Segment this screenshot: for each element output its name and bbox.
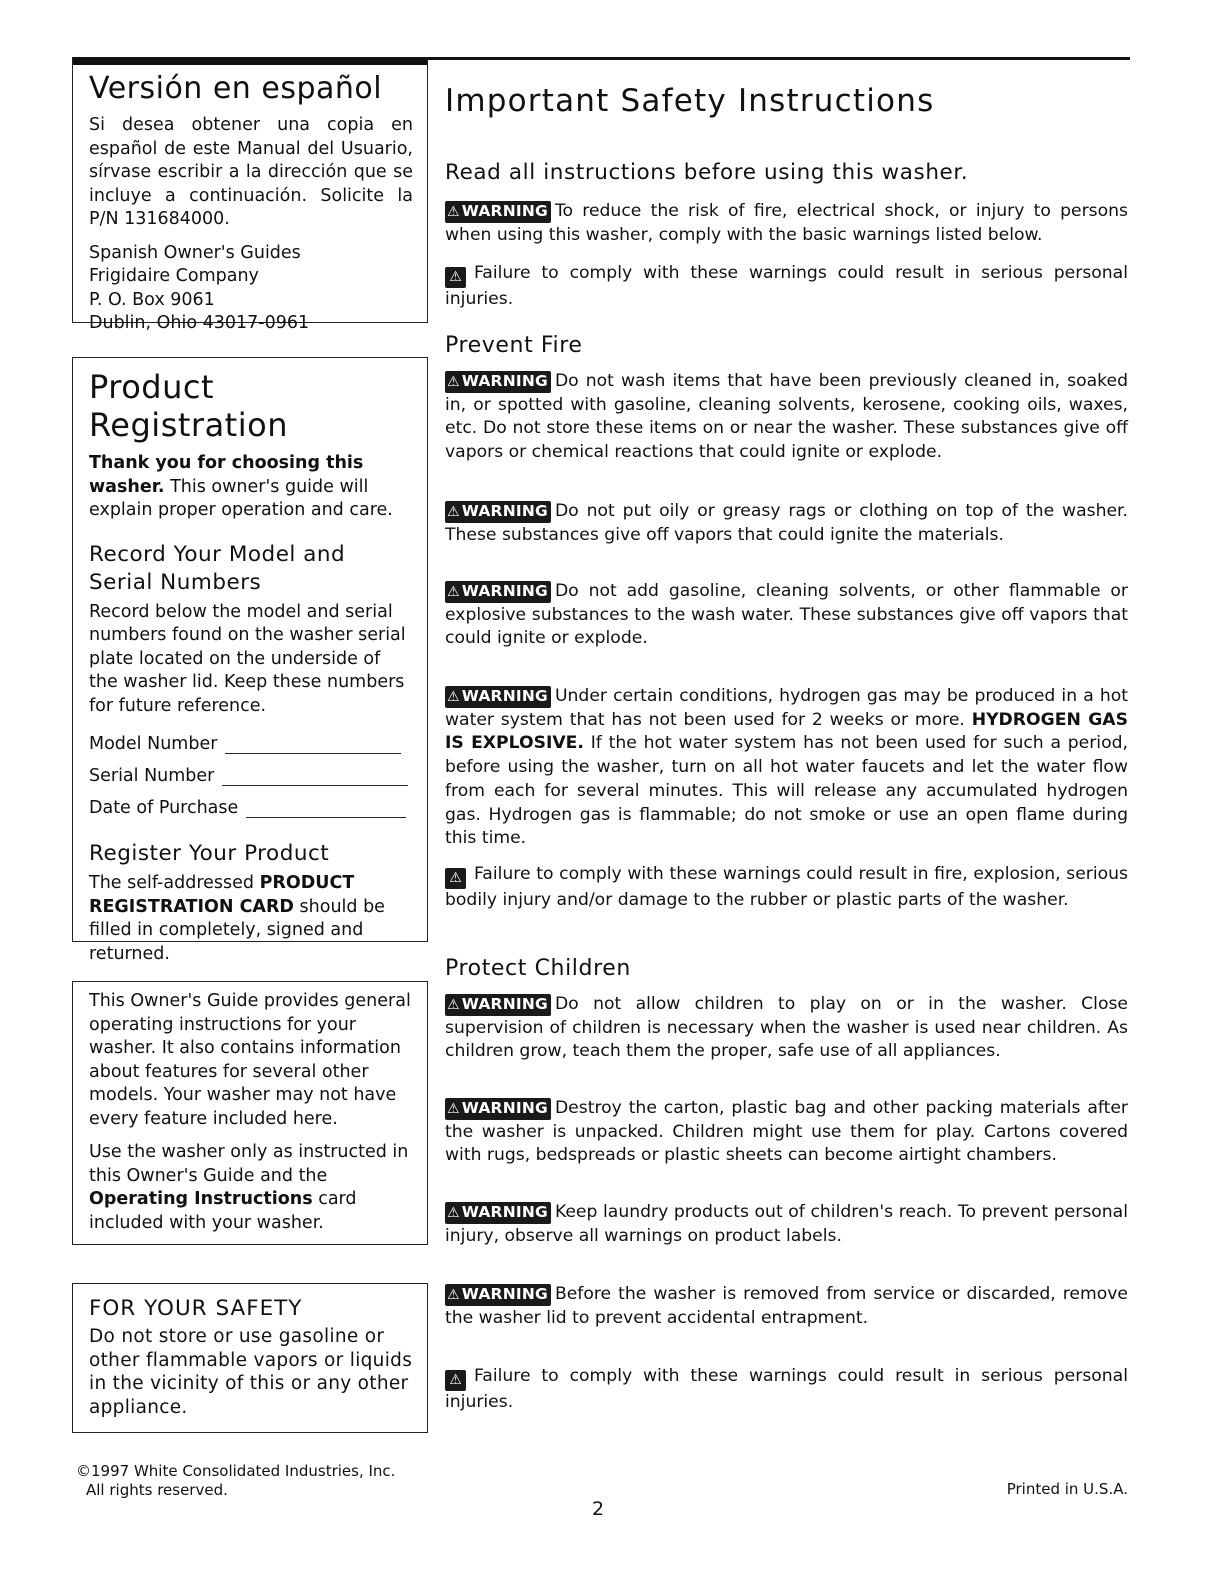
warning-label: WARNING bbox=[461, 1203, 548, 1221]
warning-triangle-icon: ⚠ bbox=[445, 1370, 466, 1391]
product-registration-box bbox=[72, 357, 428, 964]
child-warning-3 bbox=[445, 1201, 1128, 1248]
warning-label: WARNING bbox=[461, 582, 548, 600]
warning-triangle-icon: ⚠ bbox=[447, 1101, 460, 1117]
warning-label: WARNING bbox=[461, 372, 548, 390]
warning-badge bbox=[445, 1098, 551, 1120]
owners-guide-box bbox=[72, 981, 428, 1245]
safety-box-body: Do not store or use gasoline or other flammable vapors or liquids in the vicinity of this or any other appliance. bbox=[89, 1326, 413, 1418]
fire-failure-text: Failure to comply with these warnings could result in fire, explosion, serious bodily injury and/or damage to the rubber or plastic parts of the washer. bbox=[445, 864, 1128, 910]
record-numbers-title: Record Your Model and Serial Numbers bbox=[89, 541, 346, 595]
warning-badge bbox=[445, 1202, 551, 1224]
spanish-address-line: Dublin, Ohio 43017-0961 bbox=[89, 313, 310, 333]
copyright-line-1: ©1997 White Consolidated Industries, Inc. bbox=[76, 1462, 396, 1480]
fire-warning-4-post: If the hot water system has not been used for such a period, before using the washer, turn on all hot water faucets and let the water flow from each for several minutes. This will release any accumulated hydrogen gas. Hydrogen gas is flammable; do not smoke or use an open flame during this time. bbox=[445, 733, 1128, 849]
register-pre: The self-addressed bbox=[89, 873, 260, 893]
model-number-line bbox=[225, 737, 401, 754]
fire-failure bbox=[445, 863, 1128, 913]
guide-p2-bold: Operating Instructions bbox=[89, 1189, 313, 1209]
spanish-body: Si desea obtener una copia en español de este Manual del Usuario, sírvase escribir a la dirección que se incluye a continuación. Solicite la P/N 131684000. bbox=[89, 115, 413, 229]
fire-warning-4 bbox=[445, 685, 1128, 851]
child-warning-2-text: Destroy the carton, plastic bag and other packing materials after the washer is unpacked. Children might use them for play. Cartons covered with rugs, bedspreads or plastic sheets can become airtight chambers. bbox=[445, 1098, 1128, 1166]
copyright-line-2: All rights reserved. bbox=[86, 1481, 228, 1499]
spanish-address-line: P. O. Box 9061 bbox=[89, 289, 215, 310]
serial-number-field bbox=[89, 766, 413, 786]
fire-warning-3 bbox=[445, 580, 1128, 651]
guide-p2-post: card included with your washer. bbox=[89, 1189, 357, 1233]
page-number: 2 bbox=[592, 1498, 605, 1520]
child-warning-4 bbox=[445, 1283, 1128, 1330]
protect-children-heading: Protect Children bbox=[445, 956, 631, 981]
safety-box-title: FOR YOUR SAFETY bbox=[89, 1296, 303, 1321]
prevent-fire-heading: Prevent Fire bbox=[445, 333, 583, 358]
child-warning-4-text: Before the washer is removed from service or discarded, remove the washer lid to prevent accidental entrapment. bbox=[445, 1284, 1128, 1328]
warning-badge bbox=[445, 371, 551, 393]
child-failure-text: Failure to comply with these warnings could result in serious personal injuries. bbox=[445, 1366, 1128, 1412]
child-failure bbox=[445, 1365, 1128, 1415]
model-number-field bbox=[89, 734, 413, 754]
fire-warning-1-text: Do not wash items that have been previously cleaned in, soaked in, or spotted with gasoline, cleaning solvents, kerosene, cooking oils, waxes, etc. Do not store these items on or near the washer. These substances give off vapors or chemical reactions that could ignite or explode. bbox=[445, 371, 1128, 463]
warning-badge bbox=[445, 581, 551, 603]
child-warning-1-text: Do not allow children to play on or in the washer. Close supervision of children is necessary when the washer is used near children. As children grow, teach them the proper, safe use of all appliances. bbox=[445, 994, 1128, 1062]
for-your-safety-box bbox=[72, 1283, 428, 1433]
warning-triangle-icon: ⚠ bbox=[447, 204, 460, 220]
warning-triangle-icon: ⚠ bbox=[447, 1205, 460, 1221]
intro-failure-text: Failure to comply with these warnings could result in serious personal injuries. bbox=[445, 263, 1128, 309]
warning-label: WARNING bbox=[461, 502, 548, 520]
fire-warning-4-pre: Under certain conditions, hydrogen gas may be produced in a hot water system that has not been used for 2 weeks or more. bbox=[445, 686, 1128, 730]
child-warning-1 bbox=[445, 993, 1128, 1064]
serial-number-line bbox=[222, 769, 408, 786]
warning-label: WARNING bbox=[461, 202, 548, 220]
warning-label: WARNING bbox=[461, 995, 548, 1013]
warning-triangle-icon: ⚠ bbox=[447, 1287, 460, 1303]
copyright bbox=[76, 1462, 395, 1500]
serial-number-label: Serial Number bbox=[89, 766, 215, 786]
warning-label: WARNING bbox=[461, 687, 548, 705]
printed-in: Printed in U.S.A. bbox=[1006, 1480, 1128, 1498]
read-instructions-heading: Read all instructions before using this washer. bbox=[445, 160, 969, 185]
date-of-purchase-field bbox=[89, 798, 413, 818]
guide-p2-pre: Use the washer only as instructed in this Owner's Guide and the bbox=[89, 1142, 409, 1186]
warning-badge bbox=[445, 686, 551, 708]
fire-warning-2-text: Do not put oily or greasy rags or clothing on top of the washer. These substances give off vapors that could ignite the materials. bbox=[445, 501, 1128, 545]
warning-triangle-icon: ⚠ bbox=[447, 689, 460, 705]
fire-warning-1 bbox=[445, 370, 1128, 465]
guide-paragraph-2 bbox=[89, 1141, 413, 1235]
warning-triangle-icon: ⚠ bbox=[445, 267, 466, 288]
warning-triangle-icon: ⚠ bbox=[447, 504, 460, 520]
child-warning-3-text: Keep laundry products out of children's reach. To prevent personal injury, observe all warnings on product labels. bbox=[445, 1202, 1128, 1246]
registration-thanks bbox=[89, 452, 413, 523]
date-of-purchase-line bbox=[246, 801, 406, 818]
warning-triangle-icon: ⚠ bbox=[447, 997, 460, 1013]
warning-label: WARNING bbox=[461, 1099, 548, 1117]
intro-warning bbox=[445, 200, 1128, 247]
child-warning-2 bbox=[445, 1097, 1128, 1168]
warning-badge bbox=[445, 1284, 551, 1306]
intro-failure bbox=[445, 262, 1128, 312]
warning-badge bbox=[445, 501, 551, 523]
fire-warning-3-text: Do not add gasoline, cleaning solvents, or other flammable or explosive substances to the wash water. These substances give off vapors that could ignite or explode. bbox=[445, 581, 1128, 649]
spanish-address-line: Spanish Owner's Guides bbox=[89, 242, 301, 263]
warning-label: WARNING bbox=[461, 1285, 548, 1303]
spanish-address-line: Frigidaire Company bbox=[89, 266, 259, 286]
fire-warning-2 bbox=[445, 500, 1128, 547]
model-number-label: Model Number bbox=[89, 734, 218, 754]
spanish-title: Versión en español bbox=[89, 71, 383, 106]
date-of-purchase-label: Date of Purchase bbox=[89, 798, 239, 818]
warning-triangle-icon: ⚠ bbox=[447, 374, 460, 390]
warning-badge bbox=[445, 994, 551, 1016]
intro-warning-text: To reduce the risk of fire, electrical shock, or injury to persons when using this washer, comply with the basic warnings listed below. bbox=[445, 201, 1128, 245]
register-product-title: Register Your Product bbox=[89, 841, 330, 866]
warning-triangle-icon: ⚠ bbox=[447, 584, 460, 600]
warning-badge bbox=[445, 201, 551, 223]
warning-triangle-icon: ⚠ bbox=[445, 868, 466, 889]
registration-thanks-bold: Thank you for choosing this washer. bbox=[89, 453, 364, 497]
guide-paragraph-1: This Owner's Guide provides general operating instructions for your washer. It also contains information about features for several other models. Your washer may not have every feature included here. bbox=[89, 991, 411, 1129]
spanish-version-box bbox=[72, 57, 428, 333]
record-numbers-body: Record below the model and serial numbers found on the washer serial plate located on the underside of the washer lid. Keep these numbers for future reference. bbox=[89, 601, 406, 716]
register-product-body bbox=[89, 872, 413, 966]
register-post: should be filled in completely, signed and returned. bbox=[89, 896, 385, 964]
register-bold: PRODUCT REGISTRATION CARD bbox=[89, 873, 355, 917]
fire-warning-4-bold: HYDROGEN GAS IS EXPLOSIVE. bbox=[445, 709, 1128, 754]
page-title: Important Safety Instructions bbox=[445, 83, 935, 119]
registration-thanks-rest: This owner's guide will explain proper operation and care. bbox=[89, 476, 393, 520]
registration-title: Product Registration bbox=[89, 368, 288, 444]
